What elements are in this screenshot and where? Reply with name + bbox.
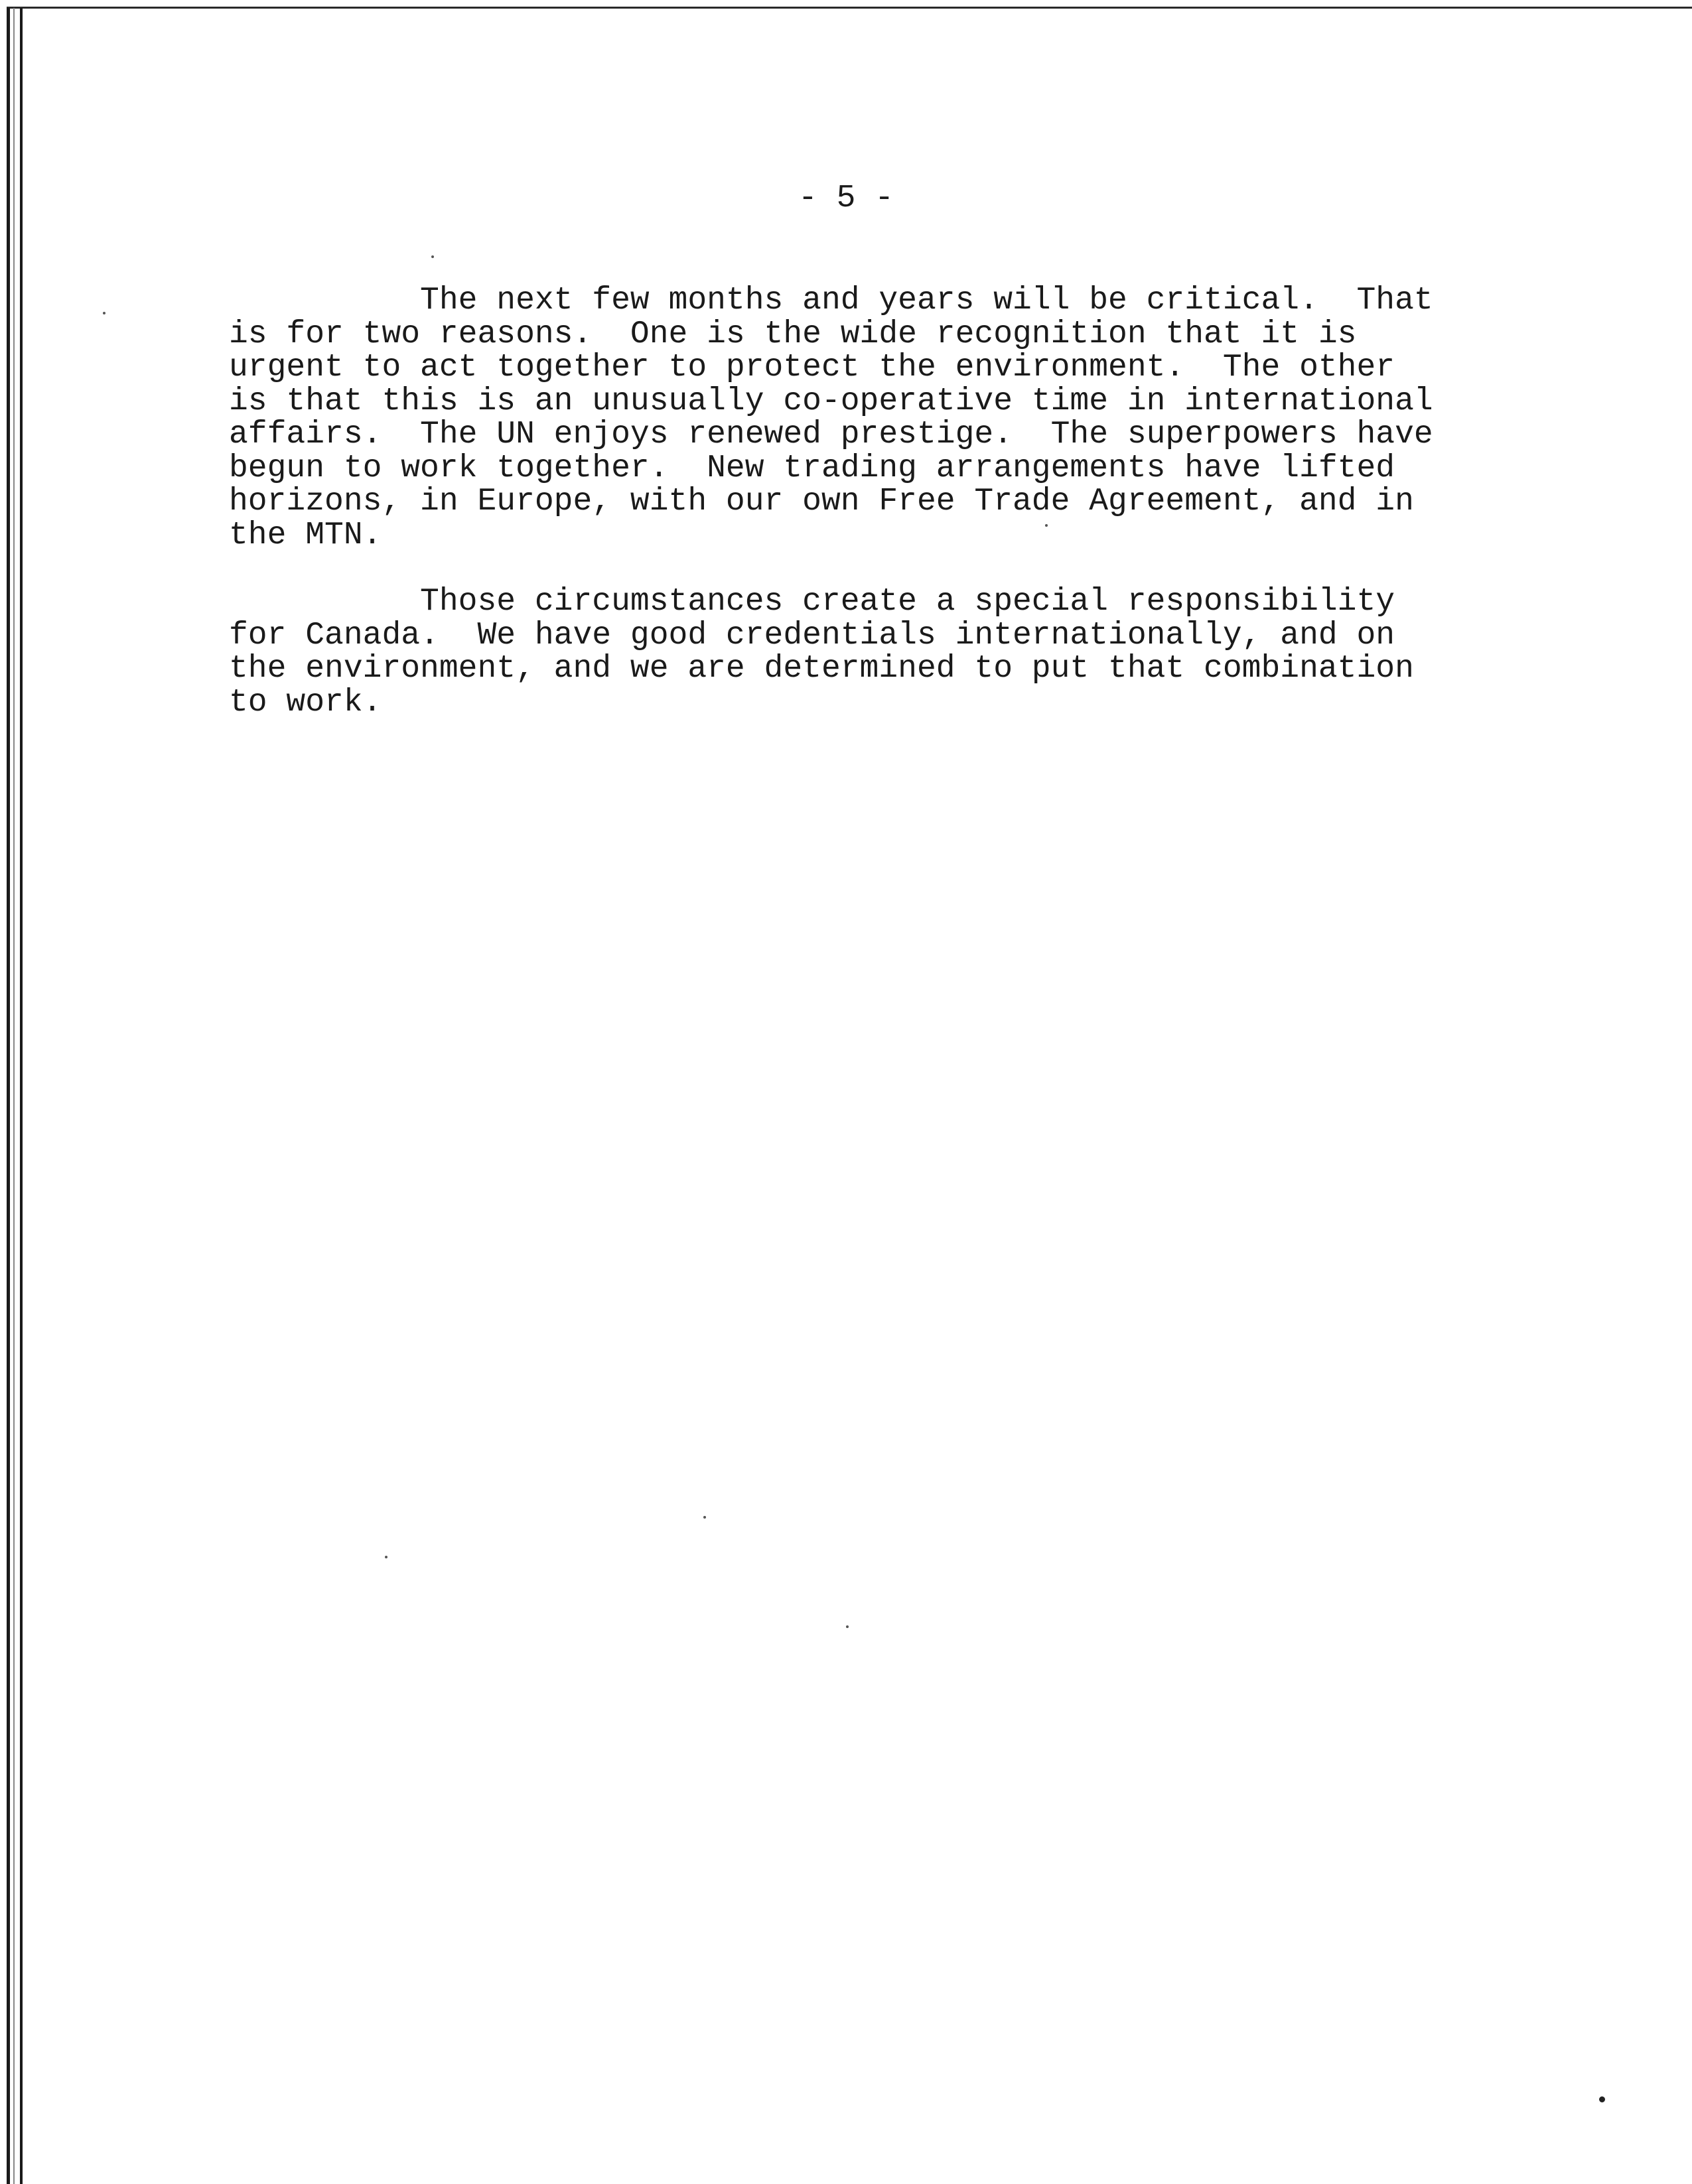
scan-speck xyxy=(431,255,434,258)
text-line: the environment, and we are determined to put that combination xyxy=(229,651,1414,687)
scan-binding-edge-right xyxy=(20,8,23,2184)
text-line: affairs. The UN enjoys renewed prestige. The superpowers have xyxy=(229,417,1433,452)
text-line: is for two reasons. One is the wide recognition that it is xyxy=(229,316,1357,352)
text-line: for Canada. We have good credentials internationally, and on xyxy=(229,617,1395,653)
scan-speck xyxy=(385,1556,388,1558)
scan-speck xyxy=(103,312,106,314)
scan-binding-edge xyxy=(7,8,10,2184)
text-line: horizons, in Europe, with our own Free Trade Agreement, and in xyxy=(229,484,1414,519)
scan-speck xyxy=(1045,524,1048,527)
scan-speck xyxy=(846,1625,849,1628)
text-line: begun to work together. New trading arrangements have lifted xyxy=(229,450,1395,486)
paragraph-2 xyxy=(229,585,1556,719)
body-text xyxy=(229,284,1556,752)
text-line: the MTN. xyxy=(229,517,382,553)
scan-binding-edge-inner xyxy=(13,8,15,2184)
scan-speck xyxy=(703,1516,706,1519)
page-number: - 5 - xyxy=(798,180,894,216)
scan-top-edge xyxy=(7,7,1692,9)
text-line: is that this is an unusually co-operative time in international xyxy=(229,383,1433,419)
text-line: to work. xyxy=(229,684,382,720)
text-line: The next few months and years will be critical. That xyxy=(229,283,1433,318)
paragraph-1 xyxy=(229,284,1556,552)
text-line: Those circumstances create a special responsibility xyxy=(229,584,1395,620)
scan-speck xyxy=(1599,2096,1605,2102)
text-line: urgent to act together to protect the environment. The other xyxy=(229,350,1395,385)
